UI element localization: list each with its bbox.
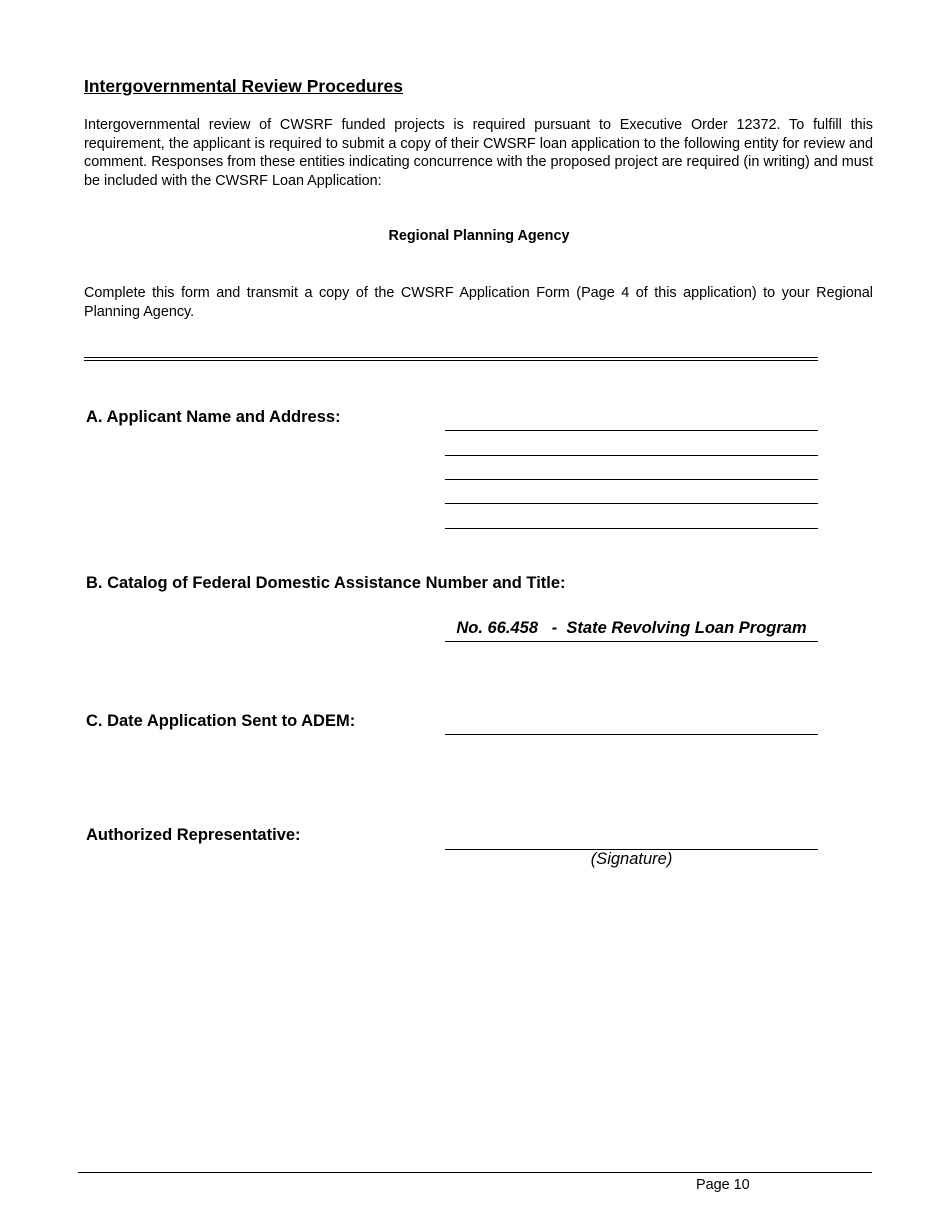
section-divider [84, 357, 818, 361]
instruction-paragraph: Complete this form and transmit a copy of the CWSRF Application Form (Page 4 of this application) to your Regional Planning Agency. [84, 285, 873, 320]
cfda-value: No. 66.458 - State Revolving Loan Program [456, 619, 807, 637]
cfda-underline [445, 641, 818, 642]
date-sent-line[interactable] [445, 734, 818, 735]
date-sent-label: C. Date Application Sent to ADEM: [86, 712, 356, 730]
agency-title: Regional Planning Agency [388, 228, 570, 244]
footer-rule [78, 1172, 872, 1173]
applicant-address-line-5[interactable] [445, 528, 818, 529]
applicant-name-address-label: A. Applicant Name and Address: [86, 408, 341, 426]
signature-caption: (Signature) [590, 850, 673, 868]
applicant-address-line-1[interactable] [445, 430, 818, 431]
authorized-representative-label: Authorized Representative: [86, 826, 301, 844]
intro-paragraph: Intergovernmental review of CWSRF funded projects is required pursuant to Executive Order 12372. To fulfill this requirement, the applicant is required to submit a copy of their CWSRF loan application to the following entity for review and comment. Responses from these entities indicating concurrence with the proposed project are required (in writing) and must be included with the CWSRF Loan Application: [84, 117, 873, 189]
applicant-address-line-2[interactable] [445, 455, 818, 456]
page-heading: Intergovernmental Review Procedures [84, 76, 403, 96]
applicant-address-line-3[interactable] [445, 479, 818, 480]
cfda-label: B. Catalog of Federal Domestic Assistance Number and Title: [86, 574, 566, 592]
page-number: Page 10 [696, 1177, 750, 1193]
applicant-address-line-4[interactable] [445, 503, 818, 504]
